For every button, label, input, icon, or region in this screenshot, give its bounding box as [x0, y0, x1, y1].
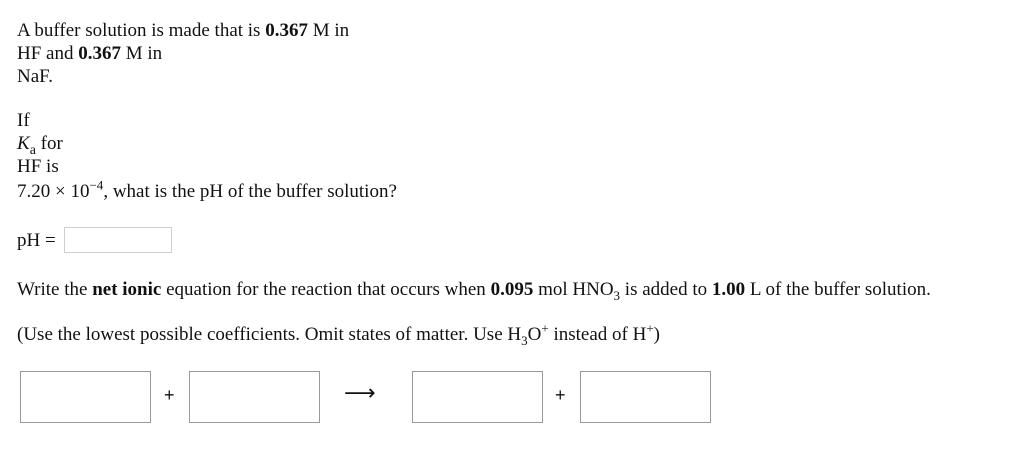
text-segment: mol	[533, 279, 573, 300]
ph-label-text: pH =	[17, 230, 56, 251]
text-segment: NaF.	[17, 66, 53, 87]
net-ionic-emphasis: net ionic	[92, 279, 162, 300]
product-1-input[interactable]	[412, 371, 543, 423]
reaction-arrow-icon	[344, 381, 376, 405]
plus-text: +	[164, 385, 175, 405]
naf-concentration: 0.367	[78, 43, 121, 64]
ka-symbol: K	[17, 133, 30, 154]
text-segment: for	[35, 133, 63, 154]
question-line	[17, 177, 397, 203]
hydronium-o: O	[527, 324, 542, 345]
ka-exponent: −4	[89, 177, 104, 193]
hydronium-h: H	[507, 324, 522, 345]
text-segment: , what is the pH of the buffer solution?	[103, 181, 397, 202]
ka-value: 7.20 × 10	[17, 181, 90, 202]
net-ionic-prompt	[17, 278, 931, 301]
if-line	[17, 109, 30, 132]
text-segment: M in	[120, 43, 163, 64]
text-segment: is added to	[620, 279, 712, 300]
plus-sign-right	[555, 383, 566, 407]
hf-is-line	[17, 155, 59, 178]
text-segment: (Use the lowest possible coefficients. Omit states of matter. Use	[17, 324, 508, 345]
text-segment: HF is	[17, 156, 59, 177]
ka-subscript: a	[29, 143, 36, 158]
text-segment: L of the buffer solution.	[745, 279, 931, 300]
problem-line-1	[17, 19, 349, 42]
text-segment: HF and	[17, 43, 79, 64]
arrow-text: ⟶	[344, 380, 376, 405]
proton-charge: +	[646, 320, 654, 336]
problem-line-3	[17, 65, 53, 88]
instructions-line	[17, 320, 660, 348]
problem-line-2	[17, 42, 162, 65]
reactant-2-input[interactable]	[189, 371, 320, 423]
ph-answer-input[interactable]	[64, 227, 172, 253]
product-2-input[interactable]	[580, 371, 711, 423]
plus-text: +	[555, 385, 566, 405]
text-segment: If	[17, 110, 30, 131]
hf-concentration: 0.367	[265, 20, 308, 41]
text-segment: instead of	[548, 324, 633, 345]
text-segment: Write the	[17, 279, 93, 300]
ph-label	[17, 229, 56, 252]
acid-formula: HNO	[572, 279, 614, 300]
buffer-volume: 1.00	[711, 279, 746, 300]
text-segment: )	[653, 324, 660, 345]
plus-sign-left	[164, 383, 175, 407]
proton-h: H	[632, 324, 647, 345]
hydronium-charge: +	[541, 320, 549, 336]
acid-subscript: 3	[613, 287, 621, 303]
ka-line	[17, 132, 63, 157]
text-segment: A buffer solution is made that is	[17, 20, 266, 41]
hydronium-subscript: 3	[521, 332, 528, 348]
reactant-1-input[interactable]	[20, 371, 151, 423]
text-segment: equation for the reaction that occurs when	[161, 279, 491, 300]
acid-amount: 0.095	[490, 279, 534, 300]
text-segment: M in	[307, 20, 350, 41]
